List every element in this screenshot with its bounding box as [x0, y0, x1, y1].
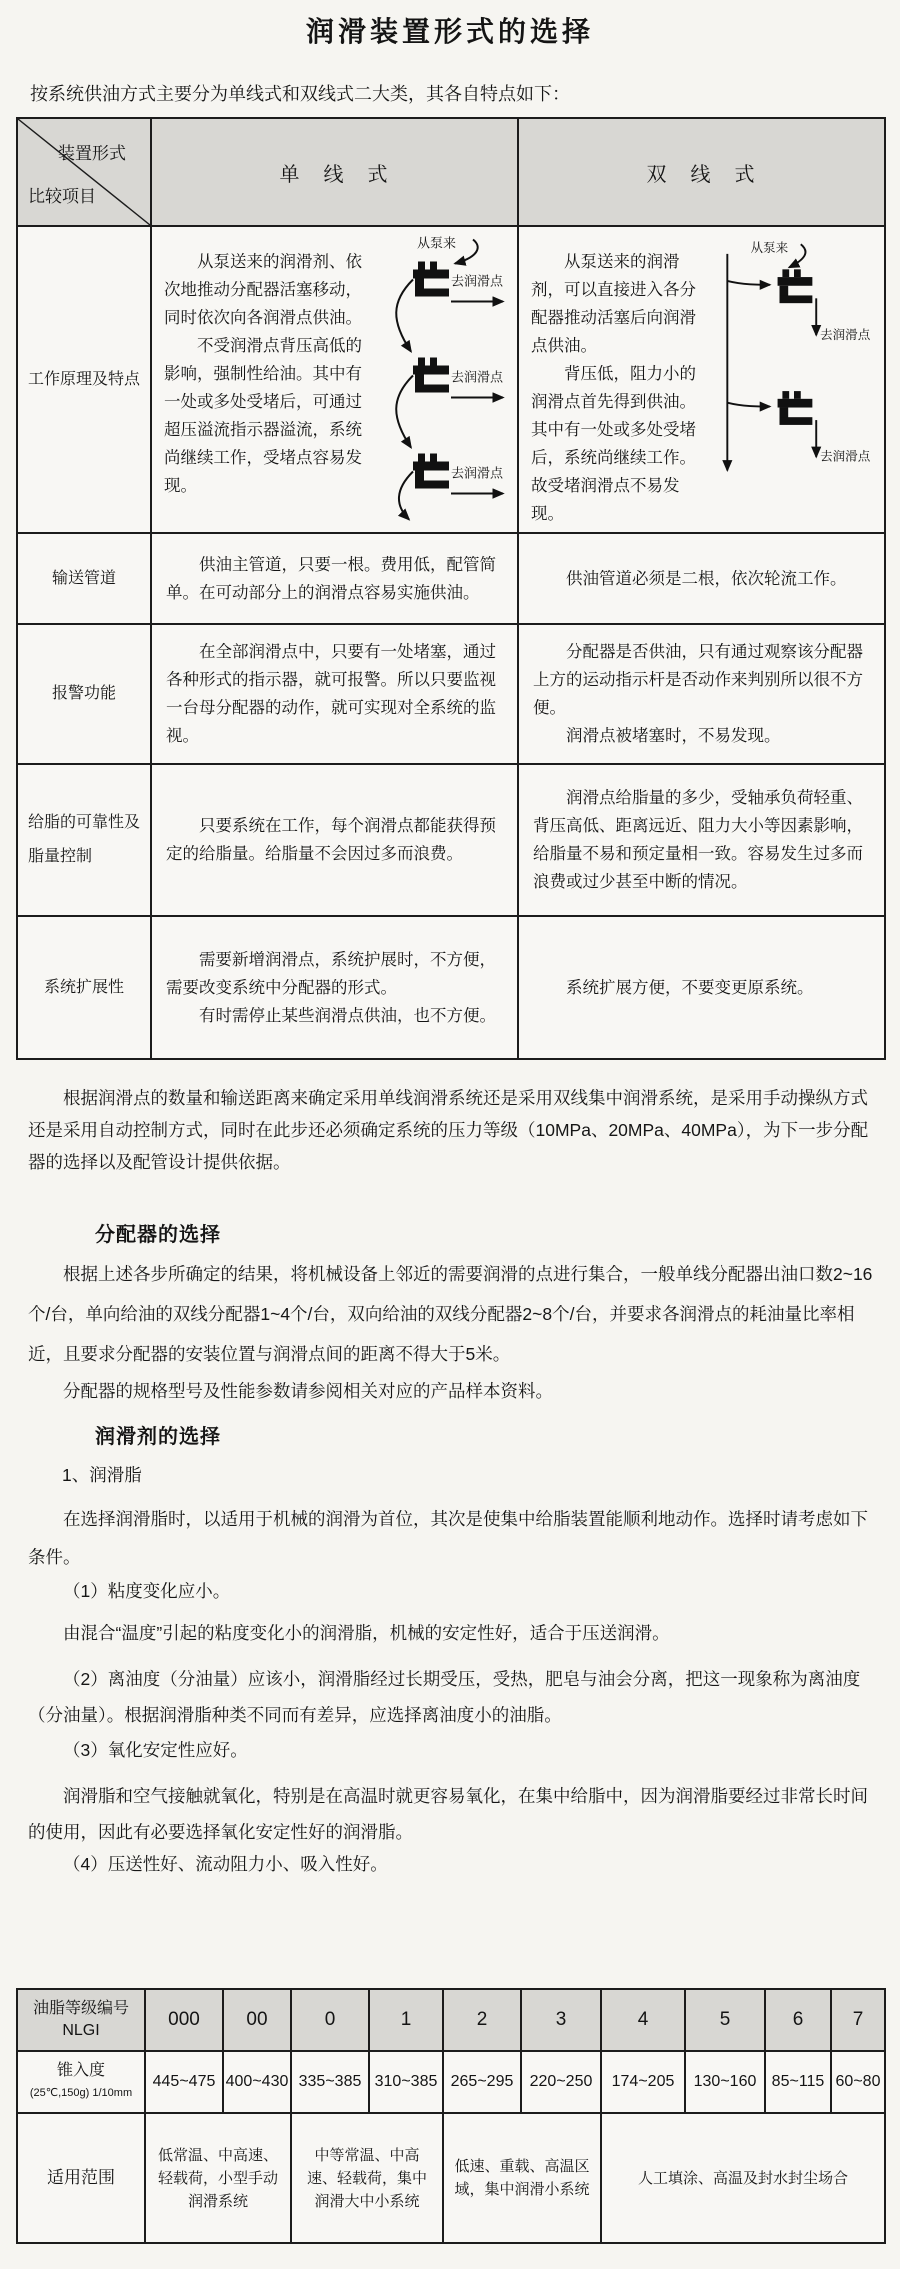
application-cell: 低常温、中高速、轻载荷，小型手动润滑系统 [145, 2113, 291, 2243]
reliability-double-cell [518, 764, 885, 916]
principle-single-text [164, 232, 373, 500]
column-header-single-line: 单 线 式 [151, 118, 518, 226]
penetration-sub-label: (25℃,150g) 1/10mm [29, 2087, 133, 2099]
from-pump-label: 从泵来 [417, 235, 457, 251]
grade-cell: 0 [291, 1989, 369, 2051]
paragraph: 从泵送来的润滑剂、依次地推动分配器活塞移动，同时依次向各润滑点供油。 [164, 253, 362, 327]
connect-arrow-icon [396, 280, 413, 352]
branch-arrow-icon [727, 280, 770, 284]
paragraph: 供油主管道，只要一根。费用低，配管简单。在可动部分上的润滑点容易实施供油。 [166, 555, 496, 602]
paragraph: 有时需停止某些润滑点供油，也不方便。 [199, 1006, 496, 1025]
grade-cell: 3 [521, 1989, 601, 2051]
lubricant-section-heading: 润滑剂的选择 [95, 1426, 221, 1448]
comparison-table [16, 117, 886, 1060]
reliability-single-cell [151, 764, 518, 916]
diagonal-divider-line [18, 119, 150, 225]
grade-cell: 00 [223, 1989, 291, 2051]
grade-cell: 7 [831, 1989, 885, 2051]
row-label-alarm: 报警功能 [17, 624, 151, 764]
paragraph: 润滑点被堵塞时，不易发现。 [566, 727, 781, 745]
distributor-paragraph-1: 根据上述各步所确定的结果，将机械设备上邻近的需要润滑的点进行集合，一般单线分配器出油口数2~16个/台，单向给油的双线分配器1~4个/台，双向给油的双线分配器2~8个/台，并要求各润滑点的耗油量比率相近，且要求分配器的安装位置与润滑点间的距离不得大于5米。 [28, 1264, 873, 1364]
grade-cell: 5 [685, 1989, 765, 2051]
pump-inlet-arrow-icon [789, 244, 805, 267]
connect-arrow-icon [396, 376, 413, 448]
corner-header-cell [17, 118, 151, 226]
to-point-label: 去润滑点 [820, 449, 871, 464]
lubricant-item-1: （1）粘度变化应小。 [63, 1581, 231, 1601]
lubricant-item-2: （2）离油度（分油量）应该小，润滑脂经过长期受压，受热，肥皂与油会分离，把这一现象称为离油度（分油量）。根据润滑脂种类不同而有差异，应选择离油度小的油脂。 [28, 1669, 861, 1725]
row-label-expandability: 系统扩展性 [17, 916, 151, 1059]
system-selection-paragraph: 根据润滑点的数量和输送距离来确定采用单线润滑系统还是采用双线集中润滑系统，是采用手动操纵方式还是采用自动控制方式，同时在此步还必须确定系统的压力等级（10MPa、20MPa、40MPa），为下一步分配器的选择以及配管设计提供依据。 [28, 1088, 869, 1172]
paragraph: 背压低，阻力小的润滑点首先得到供油。其中有一处或多处受堵后，系统尚继续工作。故受堵润滑点不易发现。 [531, 364, 696, 523]
lubricant-item-1-desc: 由混合“温度”引起的粘度变化小的润滑脂，机械的安定性好，适合于压送润滑。 [63, 1623, 670, 1643]
paragraph: 系统扩展方便，不要变更原系统。 [566, 978, 814, 997]
from-pump-label: 从泵来 [750, 240, 789, 255]
application-cell: 低速、重载、高温区域，集中润滑小系统 [443, 2113, 601, 2243]
penetration-cell: 265~295 [443, 2051, 521, 2113]
application-label-cell: 适用范围 [17, 2113, 145, 2243]
pipeline-double-cell [518, 533, 885, 624]
row-label-principle: 工作原理及特点 [17, 226, 151, 533]
distributor-section-heading: 分配器的选择 [95, 1224, 221, 1246]
to-point-label: 去润滑点 [451, 273, 504, 289]
paragraph: 润滑点给脂量的多少，受轴承负荷轻重、背压高低、距离远近、阻力大小等因素影响，给脂量不易和预定量相一致。容易发生过多而浪费或过少甚至中断的情况。 [533, 789, 863, 891]
paragraph: 在全部润滑点中，只要有一处堵塞，通过各种形式的指示器，就可报警。所以只要监视一台母分配器的动作，就可实现对全系统的监视。 [166, 643, 496, 745]
expandability-single-cell [151, 916, 518, 1059]
row-label-pipeline: 输送管道 [17, 533, 151, 624]
penetration-cell: 85~115 [765, 2051, 831, 2113]
paragraph: 只要系统在工作，每个润滑点都能获得预定的给脂量。给脂量不会因过多而浪费。 [166, 817, 496, 863]
grade-label-line1: 油脂等级编号 [32, 2000, 129, 2017]
grade-label-cell [17, 1989, 145, 2051]
single-line-diagram-svg [373, 232, 513, 527]
double-line-diagram-svg [708, 232, 880, 527]
penetration-cell: 335~385 [291, 2051, 369, 2113]
penetration-cell: 174~205 [601, 2051, 685, 2113]
connect-arrow-icon [399, 472, 413, 520]
distributor-paragraph-2: 分配器的规格型号及性能参数请参阅相关对应的产品样本资料。 [63, 1381, 553, 1401]
principle-single-cell [151, 226, 518, 533]
penetration-cell: 310~385 [369, 2051, 443, 2113]
penetration-label: 锥入度 [56, 2062, 105, 2079]
column-header-double-line: 双 线 式 [518, 118, 885, 226]
grade-cell: 1 [369, 1989, 443, 2051]
corner-bottom-label: 比较项目 [28, 187, 96, 206]
expandability-double-cell [518, 916, 885, 1059]
page-title: 润滑装置形式的选择 [305, 16, 594, 47]
lubricant-item-3-desc: 润滑脂和空气接触就氧化，特别是在高温时就更容易氧化，在集中给脂中，因为润滑脂要经过非常长时间的使用，因此有必要选择氧化安定性好的润滑脂。 [28, 1786, 868, 1842]
grease-grade-table [16, 1988, 886, 2244]
alarm-double-cell [518, 624, 885, 764]
penetration-cell: 220~250 [521, 2051, 601, 2113]
double-line-system-diagram [708, 232, 880, 527]
to-point-label: 去润滑点 [451, 369, 504, 385]
to-point-label: 去润滑点 [820, 327, 871, 342]
paragraph: 供油管道必须是二根，依次轮流工作。 [566, 569, 847, 588]
penetration-cell: 130~160 [685, 2051, 765, 2113]
branch-arrow-icon [727, 402, 770, 406]
pump-inlet-arrow-icon [455, 240, 478, 264]
grease-sub-heading: 1、润滑脂 [62, 1465, 142, 1485]
principle-double-cell [518, 226, 885, 533]
pipeline-single-cell [151, 533, 518, 624]
row-label-reliability: 给脂的可靠性及脂量控制 [17, 764, 151, 916]
lubricant-item-4: （4）压送性好、流动阻力小、吸入性好。 [63, 1854, 388, 1874]
grade-cell: 000 [145, 1989, 223, 2051]
penetration-cell: 400~430 [223, 2051, 291, 2113]
intro-paragraph: 按系统供油方式主要分为单线式和双线式二大类，其各自特点如下： [30, 84, 570, 104]
application-cell: 中等常温、中高速、轻载荷，集中润滑大中小系统 [291, 2113, 443, 2243]
lubricant-item-3: （3）氧化安定性应好。 [63, 1740, 248, 1760]
paragraph: 从泵送来的润滑剂，可以直接进入各分配器推动活塞后向润滑点供油。 [531, 252, 696, 355]
application-cell: 人工填涂、高温及封水封尘场合 [601, 2113, 885, 2243]
single-line-system-diagram [373, 232, 513, 527]
grade-label-line2: NLGI [62, 2022, 100, 2039]
grade-cell: 4 [601, 1989, 685, 2051]
paragraph: 分配器是否供油，只有通过观察该分配器上方的运动指示杆是否动作来判别所以很不方便。 [533, 643, 863, 717]
lubricant-paragraph-1: 在选择润滑脂时，以适用于机械的润滑为首位，其次是使集中给脂装置能顺利地动作。选择时请考虑如下条件。 [28, 1509, 868, 1567]
grade-cell: 6 [765, 1989, 831, 2051]
alarm-single-cell [151, 624, 518, 764]
penetration-label-cell [17, 2051, 145, 2113]
grade-cell: 2 [443, 1989, 521, 2051]
corner-top-label: 装置形式 [58, 144, 126, 163]
to-point-label: 去润滑点 [451, 465, 504, 481]
paragraph: 需要新增润滑点，系统护展时，不方便，需要改变系统中分配器的形式。 [166, 950, 496, 997]
principle-double-text [531, 232, 708, 528]
paragraph: 不受润滑点背压高低的影响，强制性给油。其中有一处或多处受堵后，可通过超压溢流指示器溢流，系统尚继续工作，受堵点容易发现。 [164, 337, 362, 495]
penetration-cell: 445~475 [145, 2051, 223, 2113]
penetration-cell: 60~80 [831, 2051, 885, 2113]
